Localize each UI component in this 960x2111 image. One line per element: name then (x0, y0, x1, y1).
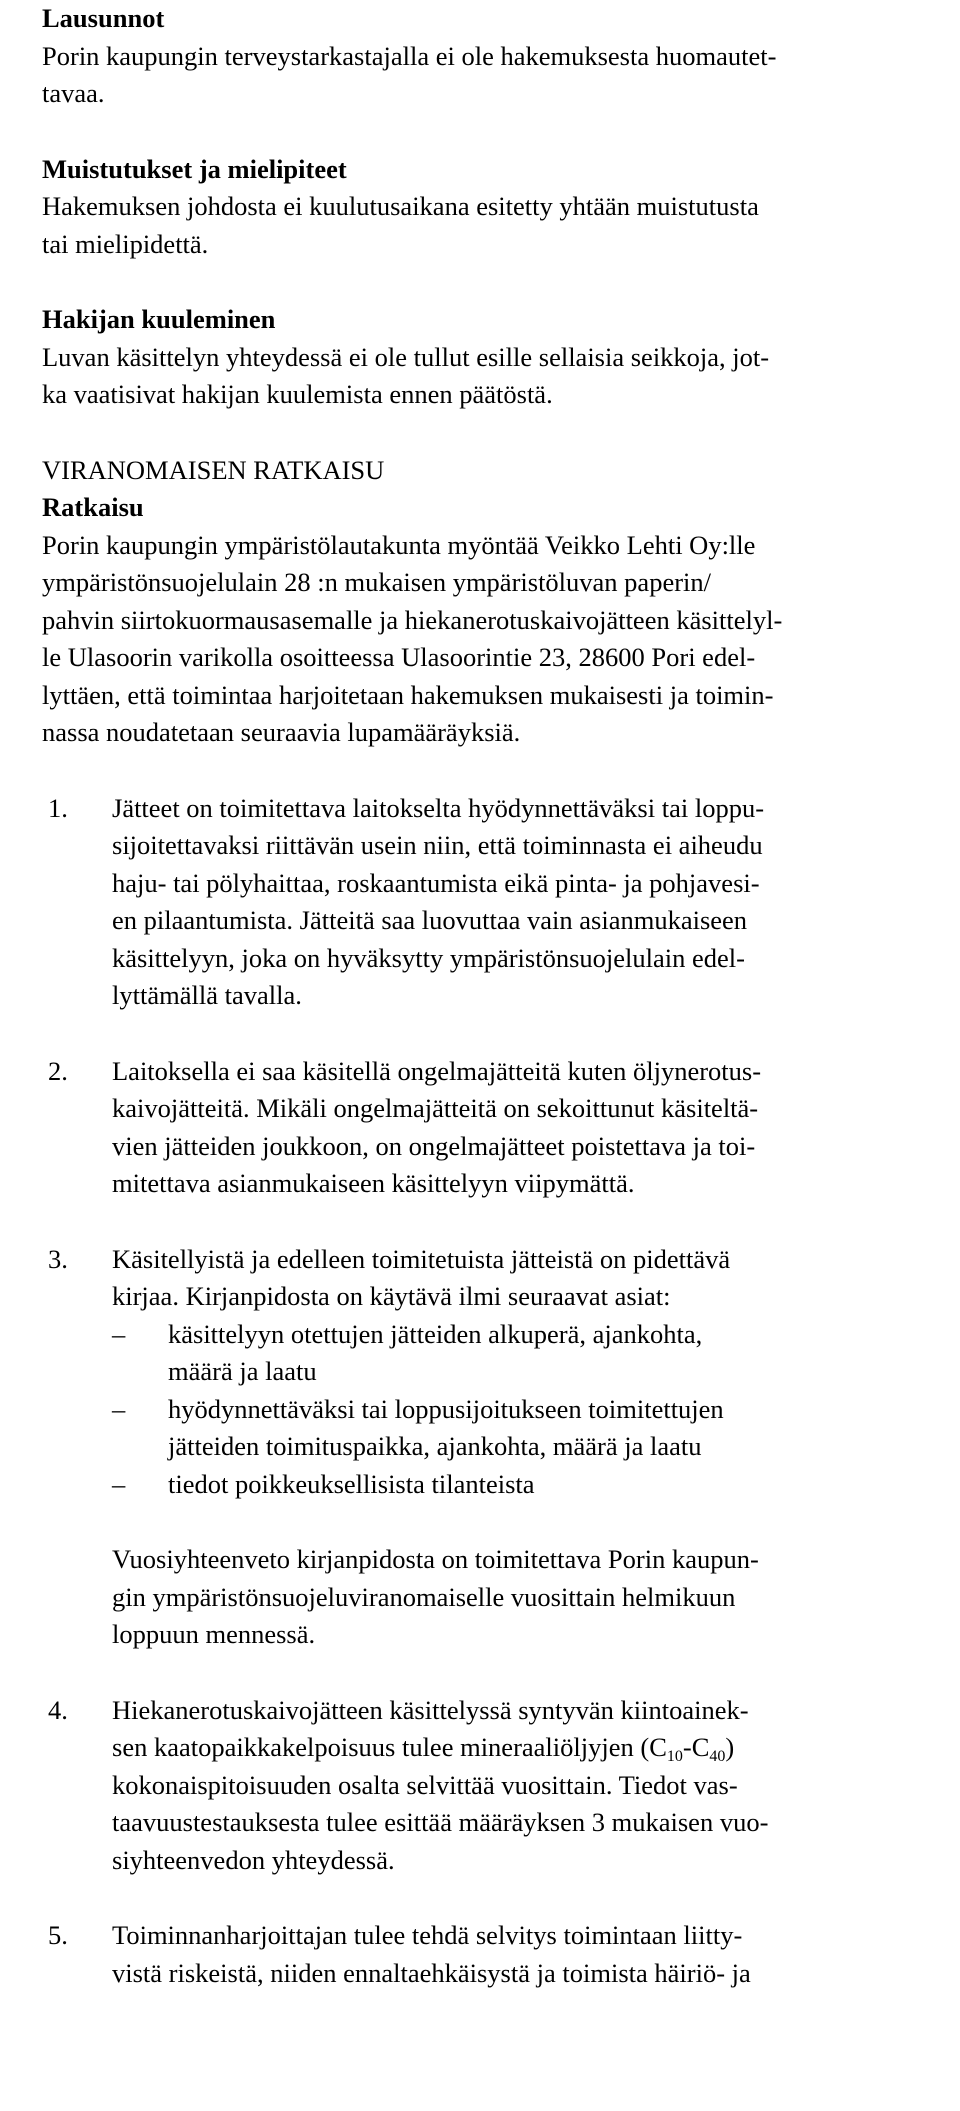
subscript: 40 (709, 1748, 726, 1765)
regulation-item-4 (42, 1692, 948, 1880)
text-line: jätteiden toimituspaikka, ajankohta, määrä ja laatu (168, 1431, 702, 1461)
list-item (112, 1391, 948, 1466)
text-line: haju- tai pölyhaittaa, roskaantumista eikä pinta- ja pohjavesi- (112, 867, 760, 898)
text-line: nassa noudatetaan seuraavia lupamääräyksiä. (42, 717, 521, 747)
text-line: Luvan käsittelyn yhteydessä ei ole tullut esille sellaisia seikkoja, jot- (42, 341, 770, 372)
dash-marker: – (112, 1468, 126, 1499)
text-line: tai mielipidettä. (42, 228, 209, 259)
text-line: Toiminnanharjoittajan tulee tehdä selvitys toimintaan liitty- (112, 1920, 743, 1950)
text-line: ka vaatisivat hakijan kuulemista ennen päätöstä. (42, 379, 553, 409)
text-line: lyttäen, että toimintaa harjoitetaan hakemuksen mukaisesti ja toimin- (42, 679, 774, 710)
dash-marker: – (112, 1318, 126, 1349)
section-heading: Hakijan kuuleminen (42, 304, 276, 334)
text-line: vistä riskeistä, niiden ennaltaehkäisystä ja toimista häiriö- ja (112, 1957, 751, 1988)
text-line: käsittelyyn otettujen jätteiden alkuperä, ajankohta, (168, 1318, 703, 1349)
text-line: lyttämällä tavalla. (112, 980, 302, 1010)
text-line: siyhteenvedon yhteydessä. (112, 1844, 395, 1875)
item-number: 1. (48, 792, 68, 823)
text-line: Porin kaupungin ympäristölautakunta myöntää Veikko Lehti Oy:lle (42, 529, 756, 560)
document-page (42, 0, 948, 1992)
text-line: Jätteet on toimitettava laitokselta hyödynnettäväksi tai loppu- (112, 792, 765, 823)
item-number: 3. (48, 1243, 68, 1274)
text-line: Laitoksella ei saa käsitellä ongelmajätteitä kuten öljynerotus- (112, 1055, 762, 1086)
section-heading: Ratkaisu (42, 492, 144, 522)
section-kuuleminen (42, 301, 948, 414)
text-fragment: -C (682, 1732, 710, 1762)
text-line: Porin kaupungin terveystarkastajalla ei ole hakemuksesta huomautet- (42, 40, 777, 71)
section-lausunnot (42, 0, 948, 113)
text-line: kaivojätteitä. Mikäli ongelmajätteitä on sekoittunut käsiteltä- (112, 1093, 759, 1123)
text-line: hyödynnettäväksi tai loppusijoitukseen toimitettujen (168, 1393, 724, 1424)
text-line: pahvin siirtokuormausasemalle ja hiekanerotuskaivojätteen käsittelyl- (42, 604, 783, 635)
text-line: määrä ja laatu (168, 1356, 317, 1386)
text-line-with-subscripts (112, 1729, 948, 1767)
text-line: Hiekanerotuskaivojätteen käsittelyssä syntyvän kiintoainek- (112, 1694, 749, 1725)
list-item (112, 1316, 948, 1391)
section-muistutukset (42, 151, 948, 264)
text-line: kirjaa. Kirjanpidosta on käytävä ilmi seuraavat asiat: (112, 1281, 671, 1311)
text-line: le Ulasoorin varikolla osoitteessa Ulasoorintie 23, 28600 Pori edel- (42, 642, 756, 672)
section-heading: Muistutukset ja mielipiteet (42, 153, 347, 184)
text-line: taavuustestauksesta tulee esittää määräyksen 3 mukaisen vuo- (112, 1807, 769, 1837)
text-line: Vuosiyhteenveto kirjanpidosta on toimitettava Porin kaupun- (112, 1544, 759, 1574)
text-line: käsittelyyn, joka on hyväksytty ympäristönsuojelulain edel- (112, 942, 745, 973)
item-number: 4. (48, 1694, 68, 1725)
dash-marker: – (112, 1393, 126, 1424)
text-fragment: ) (725, 1732, 735, 1762)
item-number: 5. (48, 1920, 68, 1950)
text-line: ympäristönsuojelulain 28 :n mukaisen ympäristöluvan paperin/ (42, 567, 712, 597)
regulation-item-1 (42, 790, 948, 1015)
section-ratkaisu (42, 452, 948, 752)
item-number: 2. (48, 1055, 68, 1086)
text-line: loppuun mennessä. (112, 1619, 316, 1649)
text-fragment: sen kaatopaikkakelpoisuus tulee mineraaliöljyjen (C (112, 1732, 667, 1762)
regulation-item-2 (42, 1053, 948, 1203)
text-line: kokonaispitoisuuden osalta selvittää vuosittain. Tiedot vas- (112, 1769, 738, 1800)
list-item (112, 1466, 948, 1504)
section-heading: Lausunnot (42, 3, 165, 33)
text-line: tiedot poikkeuksellisista tilanteista (168, 1468, 535, 1499)
text-line: tavaa. (42, 78, 105, 108)
regulation-item-3 (42, 1241, 948, 1654)
text-line: sijoitettavaksi riittävän usein niin, että toiminnasta ei aiheudu (112, 830, 763, 860)
text-line: gin ympäristönsuojeluviranomaiselle vuosittain helmikuun (112, 1581, 736, 1612)
text-line: Hakemuksen johdosta ei kuulutusaikana esitetty yhtään muistutusta (42, 191, 759, 221)
regulation-item-5 (42, 1917, 948, 1992)
text-line: vien jätteiden joukkoon, on ongelmajätteet poistettava ja toi- (112, 1130, 756, 1161)
text-line: Käsitellyistä ja edelleen toimitetuista jätteistä on pidettävä (112, 1243, 731, 1274)
subscript: 10 (666, 1748, 683, 1765)
text-line: en pilaantumista. Jätteitä saa luovuttaa vain asianmukaiseen (112, 905, 748, 935)
bullet-list (112, 1316, 948, 1504)
text-line: mitettava asianmukaiseen käsittelyyn viipymättä. (112, 1168, 635, 1198)
decision-title: VIRANOMAISEN RATKAISU (42, 454, 385, 485)
